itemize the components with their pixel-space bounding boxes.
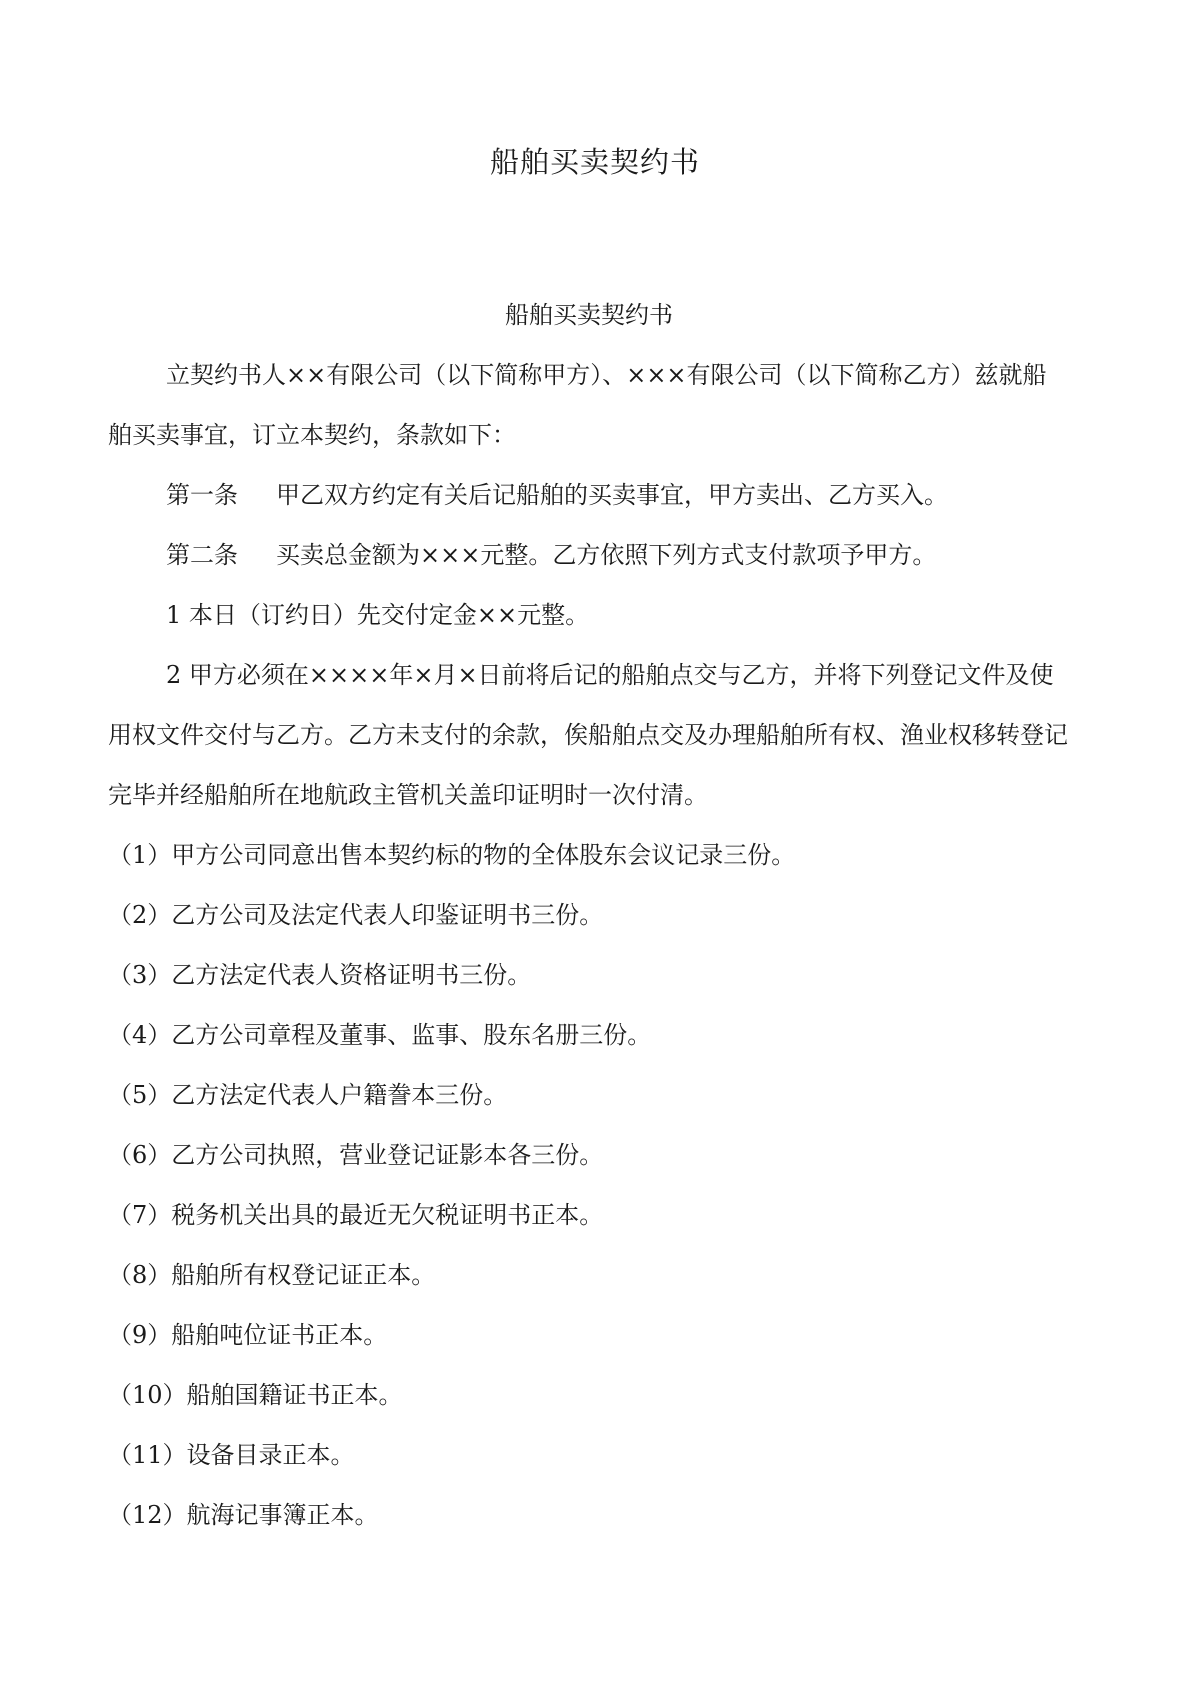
document-list-item: （1）甲方公司同意出售本契约标的物的全体股东会议记录三份。 — [108, 841, 796, 869]
article-1 — [108, 465, 1070, 525]
document-list-item: （10）船舶国籍证书正本。 — [108, 1381, 403, 1409]
document-list-item: （2）乙方公司及法定代表人印鉴证明书三份。 — [108, 901, 604, 929]
document-list-item: （3）乙方法定代表人资格证明书三份。 — [108, 961, 532, 989]
document-body — [108, 285, 1070, 1545]
document-list-item: （6）乙方公司执照，营业登记证影本各三份。 — [108, 1141, 604, 1169]
document-subtitle: 船舶买卖契约书 — [505, 301, 673, 329]
payment-term-1: 1 本日（订约日）先交付定金××元整。 — [166, 601, 590, 629]
article-2-text: 买卖总金额为×××元整。乙方依照下列方式支付款项予甲方。 — [276, 541, 937, 569]
document-list-item: （8）船舶所有权登记证正本。 — [108, 1261, 436, 1289]
payment-term-2: 2 甲方必须在××××年×月×日前将后记的船舶点交与乙方，并将下列登记文件及使用权文件交付与乙方。乙方未支付的余款，俟船舶点交及办理船舶所有权、渔业权移转登记完毕并经船舶所在地航政主管机关盖印证明时一次付清。 — [108, 661, 1068, 809]
document-list-item: （5）乙方法定代表人户籍誊本三份。 — [108, 1081, 508, 1109]
article-1-text: 甲乙双方约定有关后记船舶的买卖事宜，甲方卖出、乙方买入。 — [276, 481, 948, 509]
document-list-item: （11）设备目录正本。 — [108, 1441, 355, 1469]
preamble-paragraph: 立契约书人××有限公司（以下简称甲方）、×××有限公司（以下简称乙方）兹就船舶买卖事宜，订立本契约，条款如下： — [108, 361, 1047, 449]
article-2-heading: 第二条 — [166, 541, 238, 569]
document-list-item: （7）税务机关出具的最近无欠税证明书正本。 — [108, 1201, 604, 1229]
document-title: 船舶买卖契约书 — [489, 145, 700, 179]
article-2 — [108, 525, 1070, 585]
document-list-item: （9）船舶吨位证书正本。 — [108, 1321, 388, 1349]
document-list-item: （4）乙方公司章程及董事、监事、股东名册三份。 — [108, 1021, 652, 1049]
document-list-item: （12）航海记事簿正本。 — [108, 1501, 379, 1529]
article-1-heading: 第一条 — [166, 481, 238, 509]
